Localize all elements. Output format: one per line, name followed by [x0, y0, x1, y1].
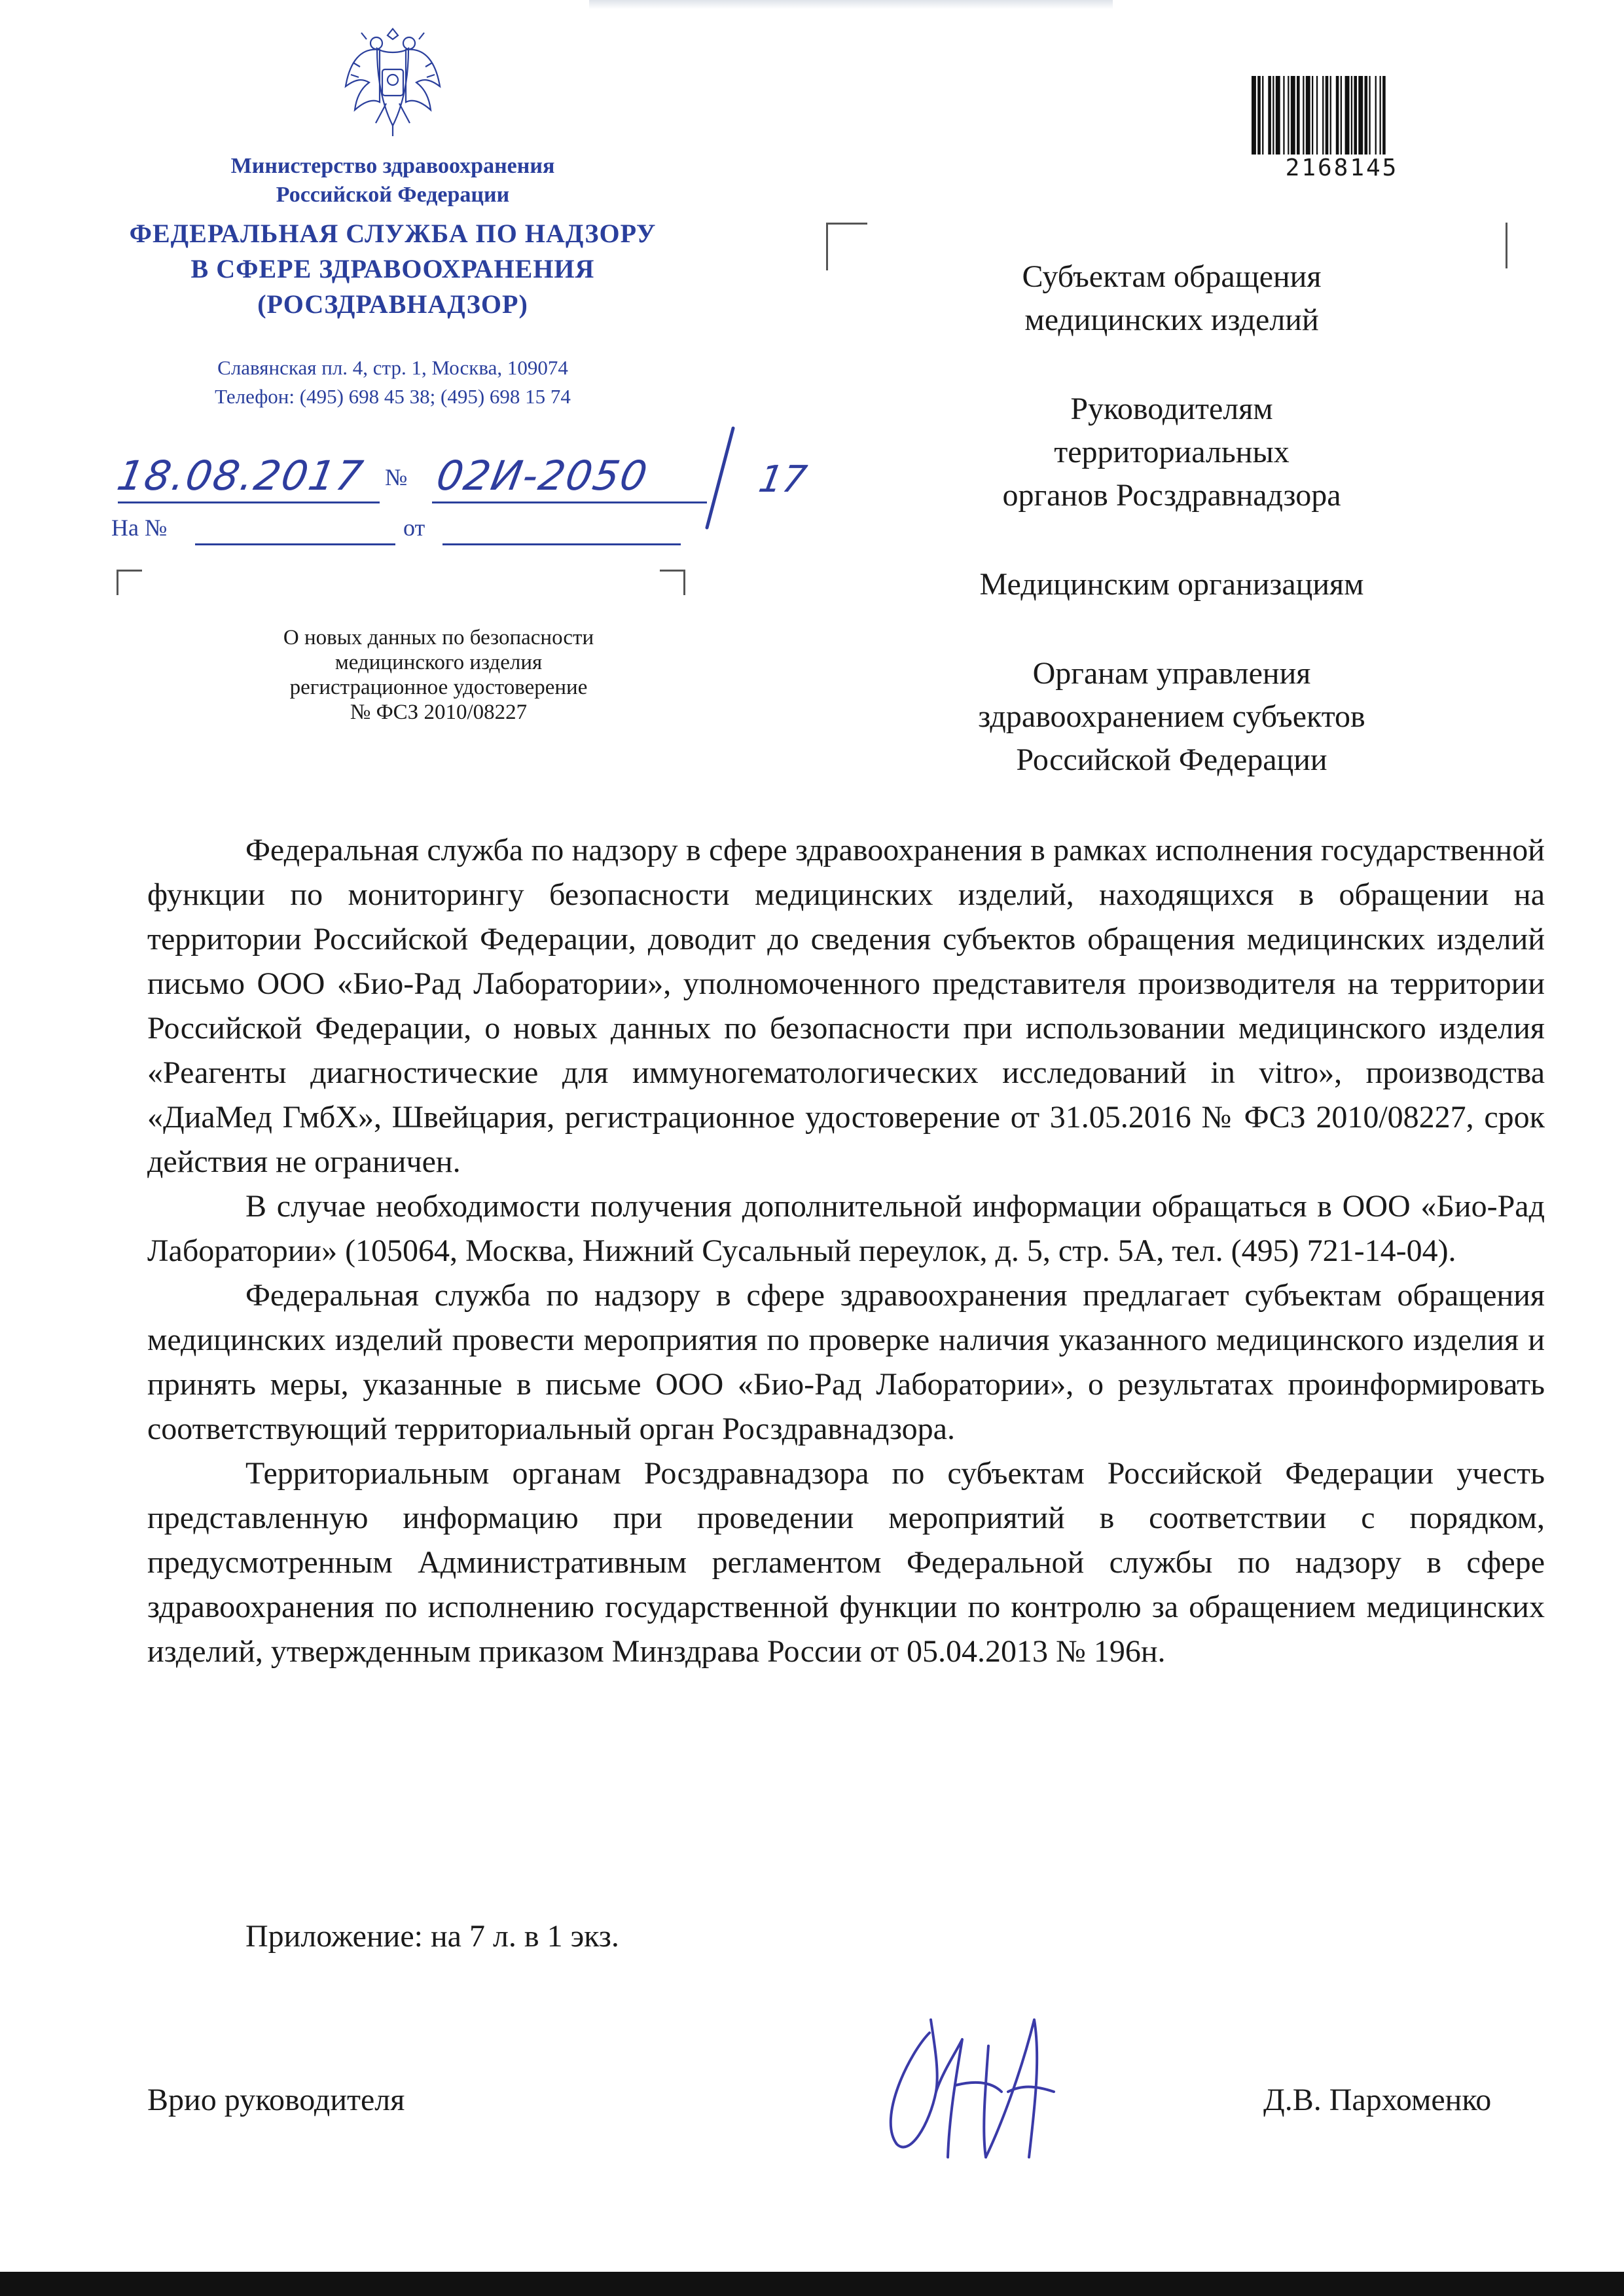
- recipient-line: здравоохранением субъектов: [978, 699, 1365, 734]
- subject-line: регистрационное удостоверение: [289, 676, 588, 699]
- barcode-bar: [1272, 76, 1274, 155]
- signer-role: Врио руководителя: [147, 2083, 405, 2117]
- barcode-bar: [1306, 76, 1310, 155]
- corner-mark: [660, 570, 685, 595]
- barcode-bar: [1336, 76, 1339, 155]
- barcode-bar: [1288, 76, 1289, 155]
- service-line: (РОСЗДРАВНАДЗОР): [257, 289, 528, 319]
- service-line: ФЕДЕРАЛЬНАЯ СЛУЖБА ПО НАДЗОРУ: [129, 219, 657, 248]
- barcode-bar: [1268, 76, 1271, 155]
- subject-line: О новых данных по безопасности: [283, 626, 594, 649]
- recipient: [851, 255, 1492, 342]
- ministry-line: Министерство здравоохранения: [230, 154, 555, 178]
- recipient-line: территориальных: [1054, 435, 1290, 469]
- barcode-bar: [1354, 76, 1357, 155]
- barcode-bar: [1257, 76, 1261, 155]
- barcode-bar: [1345, 76, 1350, 155]
- reference-number-label: На №: [111, 515, 168, 541]
- subject-line: № ФСЗ 2010/08227: [350, 701, 528, 724]
- scan-edge: [0, 2272, 1624, 2296]
- body-paragraph: Федеральная служба по надзору в сфере здравоохранения в рамках исполнения государственной функции по мониторингу безопасности медицинских изделий, находящихся в обращении на территории Российской Федерации, доводит до сведения субъектов обращения медицинских изделий письмо ООО «Био-Рад Лаборатории», уполномоченного представителя производителя на территории Российской Федерации, о новых данных по безопасности при использовании медицинского изделия «Реагенты диагностические для иммуногематологических исследований in vitro», производства «ДиаМед ГмбХ», Швейцария, регистрационное удостоверение от 31.05.2016 № ФСЗ 2010/08227, срок действия не ограничен.: [147, 833, 1545, 1179]
- recipient-line: медицинских изделий: [1024, 302, 1319, 337]
- barcode-bar: [1276, 76, 1280, 155]
- subject-line: медицинского изделия: [334, 651, 543, 674]
- barcode-bar: [1291, 76, 1295, 155]
- barcode-bar: [1380, 76, 1381, 155]
- ministry-name: [98, 152, 687, 210]
- number-underline: [432, 501, 707, 503]
- recipient-line: Субъектам обращения: [1022, 259, 1322, 294]
- ministry-line: Российской Федерации: [276, 183, 510, 207]
- barcode-bar: [1358, 76, 1363, 155]
- barcode-bar: [1322, 76, 1324, 155]
- barcode-bar: [1330, 76, 1331, 155]
- scan-shadow: [589, 0, 1113, 9]
- signer-name: Д.В. Пархоменко: [1263, 2083, 1492, 2117]
- reference-date-label: от: [403, 515, 425, 541]
- body-paragraph: Федеральная служба по надзору в сфере здравоохранения предлагает субъектам обращения медицинских изделий провести мероприятия по проверке наличия указанного медицинского изделия и принять меры, указанные в письме ООО «Био-Рад Лаборатории», о результатах проинформировать соответствующий территориальный орган Росздравнадзора.: [147, 1278, 1545, 1446]
- service-name: [98, 216, 687, 322]
- recipient-line: Медицинским организациям: [979, 567, 1364, 602]
- address-block: [98, 354, 687, 411]
- number-label: №: [385, 464, 408, 490]
- outgoing-number: 02И-2050: [433, 452, 652, 500]
- barcode-bar: [1312, 76, 1313, 155]
- date-underline: [118, 501, 380, 503]
- outgoing-number-year: 17: [755, 458, 810, 501]
- barcode-bar: [1375, 76, 1377, 155]
- barcode-bar: [1382, 76, 1386, 155]
- barcode-bar: [1252, 76, 1256, 155]
- body-paragraph: В случае необходимости получения дополнительной информации обращаться в ООО «Био-Рад Лаборатории» (105064, Москва, Нижний Сусальный переулок, д. 5, стр. 5А, тел. (495) 721-14-04).: [147, 1189, 1545, 1268]
- outgoing-date: 18.08.2017: [113, 452, 368, 500]
- letter-subject: [164, 625, 713, 725]
- signature-icon: [857, 1994, 1067, 2170]
- corner-mark: [117, 570, 142, 595]
- barcode-bar: [1326, 76, 1329, 155]
- body-paragraph: Территориальным органам Росздравнадзора по субъектам Российской Федерации учесть представленную информацию при проведении мероприятий в соответствии с порядком, предусмотренным Административным регламентом Федеральной службы по надзору в сфере здравоохранения по исполнению государственной функции по контролю за обращением медицинских изделий, утвержденным приказом Минздрава России от 05.04.2013 № 196н.: [147, 1456, 1545, 1669]
- barcode-bar: [1365, 76, 1368, 155]
- barcode-bar: [1341, 76, 1342, 155]
- barcode-bar: [1283, 76, 1284, 155]
- recipient-line: Российской Федерации: [1016, 742, 1327, 777]
- barcode: [1250, 76, 1427, 155]
- phone-line: Телефон: (495) 698 45 38; (495) 698 15 74: [215, 385, 571, 408]
- recipient-line: Органам управления: [1032, 656, 1311, 691]
- barcode-bar: [1262, 76, 1263, 155]
- recipients-block: [851, 255, 1492, 828]
- barcode-bar: [1369, 76, 1370, 155]
- recipient-line: органов Росздравнадзора: [1002, 478, 1341, 513]
- reference-date-blank: [442, 543, 681, 545]
- barcode-bar: [1303, 76, 1304, 155]
- reference-number-blank: [195, 543, 395, 545]
- coat-of-arms-icon: [340, 24, 445, 140]
- recipient: [851, 652, 1492, 782]
- barcode-bar: [1297, 76, 1300, 155]
- service-line: В СФЕРЕ ЗДРАВООХРАНЕНИЯ: [190, 254, 595, 283]
- barcode-number: 2168145: [1285, 155, 1399, 181]
- barcode-bar: [1351, 76, 1352, 155]
- letter-body: [147, 828, 1545, 1674]
- address-line: Славянская пл. 4, стр. 1, Москва, 109074: [217, 356, 568, 379]
- barcode-bar: [1316, 76, 1318, 155]
- recipient: [851, 388, 1492, 517]
- recipient: [851, 563, 1492, 606]
- attachment-note: Приложение: на 7 л. в 1 экз.: [245, 1919, 619, 1954]
- handwritten-slash: [700, 426, 740, 530]
- recipient-line: Руководителям: [1070, 392, 1273, 426]
